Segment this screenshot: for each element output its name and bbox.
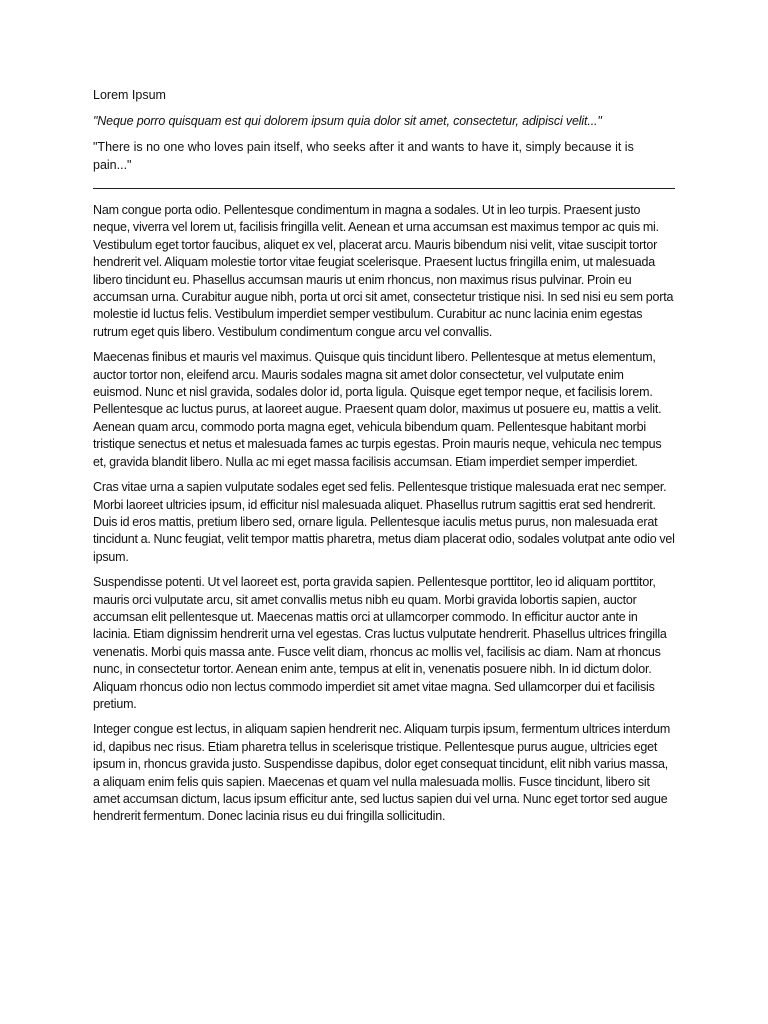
document-page: [93, 86, 675, 834]
body-paragraph-3: Cras vitae urna a sapien vulputate sodales eget sed felis. Pellentesque tristique malesuada erat nec semper. Morbi laoreet ultricies ipsum, id efficitur nisl malesuada aliquet. Phasellus rutrum sagittis erat sed hendrerit. Duis id eros mattis, pretium libero sed, ornare ligula. Pellentesque iaculis metus purus, non malesuada erat tincidunt a. Nunc feugiat, velit tempor mattis pharetra, metus diam placerat odio, sodales volutpat ante odio vel ipsum.: [93, 480, 675, 564]
latin-quote: "Neque porro quisquam est qui dolorem ipsum quia dolor sit amet, consectetur, adipisci velit...": [93, 114, 602, 128]
horizontal-divider: [93, 188, 675, 189]
body-paragraph-5: Integer congue est lectus, in aliquam sapien hendrerit nec. Aliquam turpis ipsum, fermentum ultrices interdum id, dapibus nec risus. Etiam pharetra tellus in scelerisque tristique. Pellentesque purus augue, ultricies eget ipsum in, rhoncus gravida justo. Suspendisse dapibus, dolor eget consequat tincidunt, elit nibh varius massa, a aliquam enim felis quis sapien. Maecenas et quam vel nulla malesuada mollis. Fusce tincidunt, libero sit amet accumsan dictum, lacus ipsum efficitur ante, sed luctus sapien dui vel urna. Nunc eget tortor sed augue hendrerit fermentum. Donec lacinia risus eu dui fringilla sollicitudin.: [93, 722, 671, 824]
body-paragraph-4: Suspendisse potenti. Ut vel laoreet est, porta gravida sapien. Pellentesque porttitor, leo id aliquam porttitor, mauris orci vulputate arcu, sit amet convallis metus nibh eu quam. Morbi gravida lobortis sapien, auctor accumsan elit pellentesque ut. Maecenas mattis orci at ullamcorper commodo. In efficitur auctor ante in lacinia. Etiam dignissim hendrerit urna vel egestas. Cras luctus vulputate hendrerit. Phasellus ultrices fringilla venenatis. Morbi quis massa ante. Fusce velit diam, rhoncus ac mollis vel, facilisis ac diam. Nam at rhoncus nunc, in consectetur tortor. Aenean enim ante, tempus at elit in, venenatis posuere nibh. In id dictum dolor. Aliquam rhoncus odio non lectus commodo imperdiet sit amet vitae magna. Sed ullamcorper dui et facilisis pretium.: [93, 575, 667, 711]
body-paragraph-1: Nam congue porta odio. Pellentesque condimentum in magna a sodales. Ut in leo turpis. Praesent justo neque, viverra vel lorem ut, facilisis fringilla velit. Aenean et urna accumsan est maximus tempor ac quis mi. Vestibulum eget tortor faucibus, aliquet ex vel, placerat arcu. Mauris bibendum nisi velit, vitae suscipit tortor hendrerit vel. Aliquam molestie tortor vitae feugiat scelerisque. Praesent luctus fringilla enim, ut malesuada libero tincidunt eu. Phasellus accumsan mauris ut enim rhoncus, non maximus risus pulvinar. Proin eu accumsan urna. Curabitur augue nibh, porta ut orci sit amet, consectetur tristique nisi. In sed nisi eu sem porta molestie id luctus felis. Vestibulum imperdiet semper vestibulum. Curabitur ac nunc lacinia enim egestas rutrum eget quis libero. Vestibulum condimentum congue arcu vel convallis.: [93, 203, 674, 339]
body-paragraph-2: Maecenas finibus et mauris vel maximus. Quisque quis tincidunt libero. Pellentesque at metus elementum, auctor tortor non, eleifend arcu. Mauris sodales magna sit amet dolor consectetur, vel vulputate enim euismod. Nunc et nisl gravida, sodales dolor id, porta ligula. Quisque eget tempor neque, et facilisis lorem. Pellentesque ac luctus purus, at laoreet augue. Praesent quam dolor, maximus ut posuere eu, mattis a velit. Aenean quam arcu, commodo porta magna eget, vehicula bibendum quam. Pellentesque habitant morbi tristique senectus et netus et malesuada fames ac turpis egestas. Proin mauris neque, vehicula nec tempus et, gravida blandit libero. Nulla ac mi eget massa facilisis accumsan. Etiam imperdiet semper imperdiet.: [93, 350, 662, 469]
english-quote: "There is no one who loves pain itself, who seeks after it and wants to have it, simply because it is pain...": [93, 140, 634, 172]
document-title: Lorem Ipsum: [93, 88, 166, 102]
